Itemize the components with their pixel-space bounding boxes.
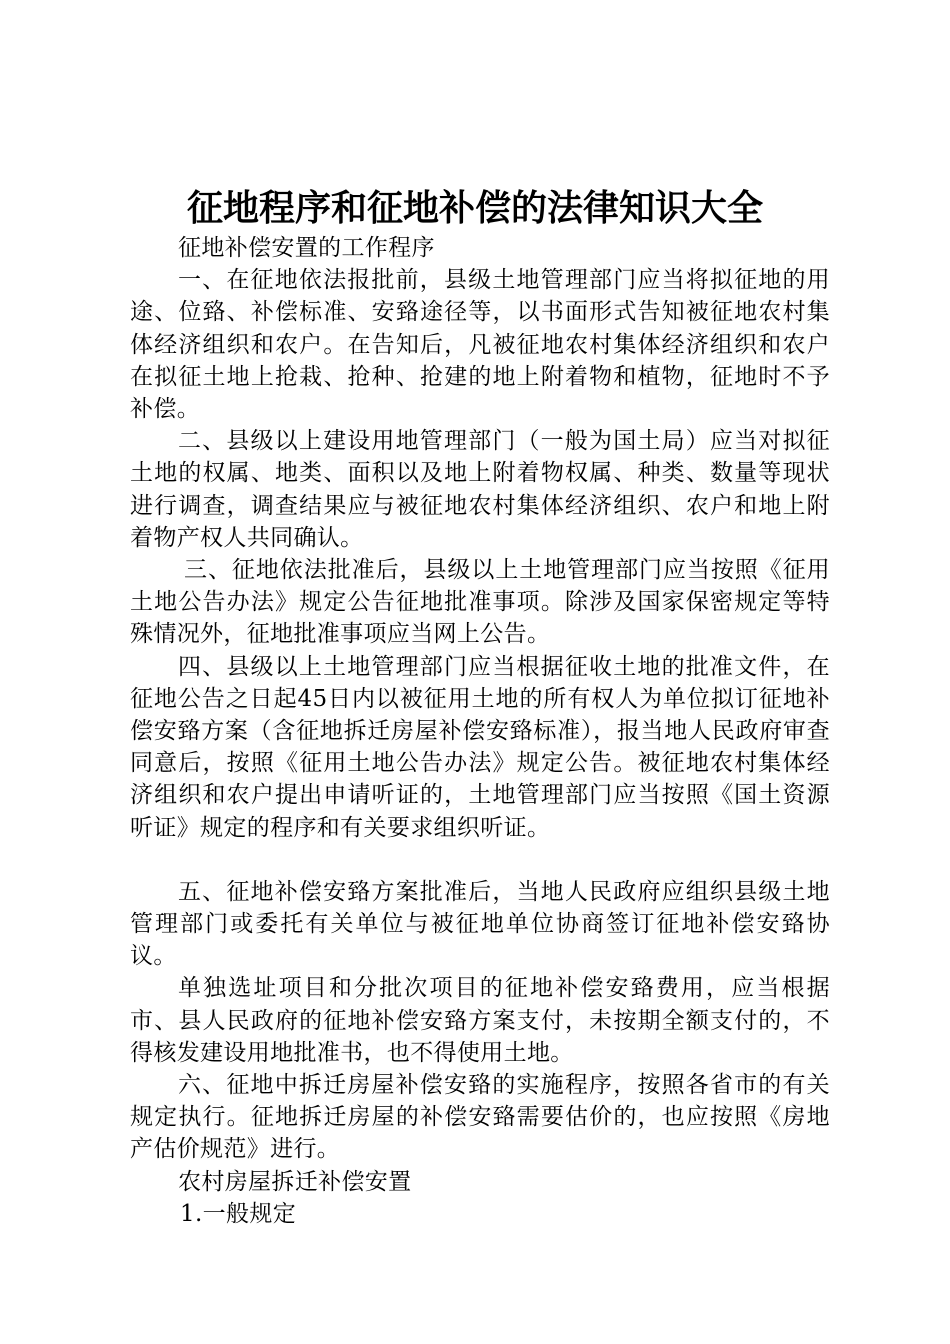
section-heading-rural-housing: 农村房屋拆迁补偿安置	[178, 1168, 412, 1195]
document-body	[130, 232, 830, 1230]
paragraph-separate-projects: 单独选址项目和分批次项目的征地补偿安臵费用，应当根据市、县人民政府的征地补偿安臵方案支付，未按期全额支付的，不得核发建设用地批准书，也不得使用土地。	[130, 975, 830, 1066]
section-heading-procedure: 征地补偿安置的工作程序	[178, 235, 435, 261]
paragraph-step-3: 三、征地依法批准后，县级以上土地管理部门应当按照《征用土地公告办法》规定公告征地批准事项。除涉及国家保密规定等特殊情况外，征地批准事项应当网上公告。	[130, 557, 830, 648]
paragraph-step-2: 二、县级以上建设用地管理部门（一般为国土局）应当对拟征土地的权属、地类、面积以及地上附着物权属、种类、数量等现状进行调查，调查结果应与被征地农村集体经济组织、农户和地上附着物产权人共同确认。	[130, 428, 830, 551]
document-title: 征地程序和征地补偿的法律知识大全	[186, 188, 763, 229]
paragraph-step-6: 六、征地中拆迁房屋补偿安臵的实施程序，按照各省市的有关规定执行。征地拆迁房屋的补偿安臵需要估价的，也应按照《房地产估价规范》进行。	[130, 1072, 830, 1163]
paragraph-step-5: 五、征地补偿安臵方案批准后，当地人民政府应组织县级土地管理部门或委托有关单位与被征地单位协商签订征地补偿安臵协议。	[130, 878, 830, 970]
paragraph-step-4: 四、县级以上土地管理部门应当根据征收土地的批准文件，在征地公告之日起45日内以被征用土地的所有权人为单位拟订征地补偿安臵方案（含征地拆迁房屋补偿安臵标准），报当地人民政府审查同意后，按照《征用土地公告办法》规定公告。被征地农村集体经济组织和农户提出申请听证的，土地管理部门应当按照《国土资源听证》规定的程序和有关要求组织听证。	[130, 653, 830, 841]
subheading-general-provisions: 1.一般规定	[180, 1200, 297, 1227]
blank-line	[130, 844, 830, 876]
paragraph-step-1: 一、在征地依法报批前，县级土地管理部门应当将拟征地的用途、位臵、补偿标准、安臵途径等，以书面形式告知被征地农村集体经济组织和农户。在告知后，凡被征地农村集体经济组织和农户在拟征土地上抢栽、抢种、抢建的地上附着物和植物，征地时不予补偿。	[130, 267, 830, 423]
